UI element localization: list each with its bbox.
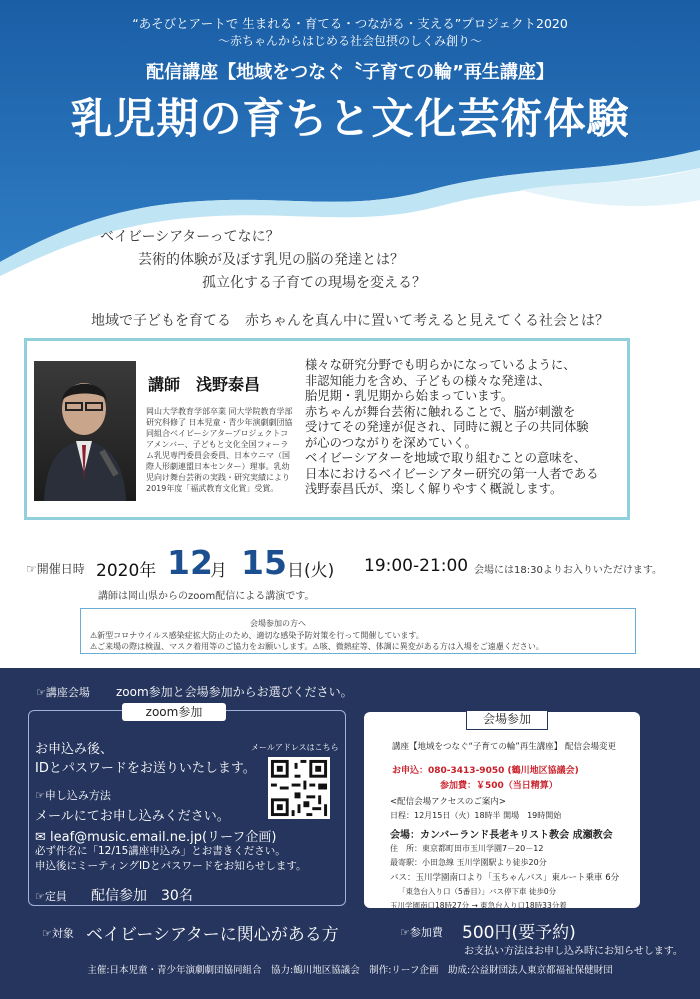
after-apply-note: 申込後にミーティングIDとパスワードをお知らせします。 <box>35 860 307 872</box>
email-link[interactable]: ✉ leaf@music.email.ne.jp(リーフ企画) <box>35 830 277 845</box>
project-tagline: “あそびとアートで 生まれる・育てる・つながる・支える”プロジェクト2020 <box>132 16 568 31</box>
description-line: が心のつながりを深めていく。 <box>305 435 477 450</box>
stream-note: 講師は岡山県からのzoom配信による講演です。 <box>98 591 315 602</box>
venue-address: 住 所：東京都町田市玉川学園7－20－12 <box>390 844 544 853</box>
page-title: 乳児期の育ちと文化芸術体験 <box>70 94 630 143</box>
question-3: 孤立化する子育ての現場を変える？ <box>202 275 426 291</box>
date-month: 12 <box>167 543 213 582</box>
fee-label: ☞参加費 <box>400 926 443 939</box>
venue-contact: お申込：080-3413-9050 (鶴川地区協議会) <box>392 766 579 776</box>
lecturer-photo <box>34 361 136 501</box>
lecturer-bio: 岡山大学教育学部卒業 同大学院教育学部研究科修了 日本児童・青少年演劇劇団協同組合ベイビーシアタープロジェクトコアメンバー、子どもと文化全国フォーラム乳児専門委員会委員、日本ウニマ（国際人形劇連盟日本センター）理事。乳幼児向け舞台芸術の実践・研究実績により2019年度「福武教育文化賞」受賞。 <box>146 407 293 493</box>
question-2: 芸術的体験が及ぼす乳児の脳の発達とは？ <box>138 252 404 268</box>
description-line: 様々な研究分野でも明らかになっているように、 <box>305 358 576 372</box>
date-year: 2020年 <box>96 561 157 581</box>
lecture-series-title: 配信講座【地域をつなぐ〝子育ての輪”再生講座】 <box>146 62 554 83</box>
venue-bus-times: 玉川学園南口18時27分 → 東急台入り口18時33分着 <box>390 901 567 910</box>
notice-line: ⚠新型コロナウイルス感染症拡大防止のため、適切な感染予防対策を行って開催しています。 <box>90 631 424 640</box>
venue-schedule: 日程：12月15日（火）18時半 開場 19時開始 <box>390 811 562 820</box>
zoom-apply-text: お申込み後、 <box>35 742 114 757</box>
description-line: ベイビーシアターを地域で取り組むことの意味を、 <box>305 451 587 465</box>
notice-title: 会場参加の方へ <box>250 619 306 628</box>
venue-label: ☞講座会場 <box>36 686 90 699</box>
payment-note: お支払い方法はお申し込み時にお知らせします。 <box>464 946 683 957</box>
qr-code-icon[interactable] <box>268 757 330 819</box>
capacity-label: ☞定員 <box>35 890 67 903</box>
target-label: ☞対象 <box>42 927 74 940</box>
lead-text: 地域で子どもを育てる 赤ちゃんを真ん中に置いて考えると見えてくる社会とは？ <box>91 313 609 329</box>
date-day: 15 <box>241 543 287 582</box>
event-time: 19:00-21:00 <box>364 556 469 576</box>
description-line: 日本におけるベイビーシアター研究の第一人者である <box>305 466 599 481</box>
organizer-credits: 主催:日本児童・青少年演劇劇団協同組合 協力:鶴川地区協議会 制作:リーフ企画 助成:公益財団法人東京都福祉保健財団 <box>87 965 613 976</box>
date-label: ☞開催日時 <box>26 562 85 576</box>
venue-access-heading: <配信会場アクセスのご案内> <box>390 797 506 807</box>
venue-bus: バス：玉川学園南口より「玉ちゃんバス」東ルート乗車 6分 <box>390 873 620 883</box>
capacity-text: 配信参加 30名 <box>91 888 193 904</box>
subject-note: 必ず件名に「12/15講座申込み」とお書きください。 <box>35 845 286 857</box>
door-open-note: 会場には18:30よりお入りいただけます。 <box>474 565 663 576</box>
date-month-unit: 月 <box>210 561 227 581</box>
venue-change-title: 講座【地域をつなぐ“子育ての輪”再生講座】 配信会場変更 <box>392 742 617 752</box>
description-line: 受けてその発達が促され、同時に親と子の共同体験 <box>305 420 589 434</box>
email-qr-label: メールアドレスはこちら <box>251 743 339 752</box>
howto-label: ☞申し込み方法 <box>35 789 111 802</box>
zoom-tab-label: zoom参加 <box>122 703 226 721</box>
venue-bus-stop: 「東急台入り口（5番目）」バス停下車 徒歩0分 <box>398 887 557 896</box>
lecture-description <box>305 358 635 498</box>
description-line: 非認知能力を含め、子どもの様々な発達は、 <box>305 373 551 388</box>
project-subtagline: 〜赤ちゃんからはじめる社会包摂のしくみ創り〜 <box>217 34 482 48</box>
venue-station: 最寄駅：小田急線 玉川学園駅より徒歩20分 <box>390 858 547 867</box>
venue-fee: 参加費：￥500（当日精算） <box>440 781 558 791</box>
venue-name: 会場：カンバーランド長老キリスト教会 成瀬教会 <box>390 830 613 841</box>
venue-text: zoom参加と会場参加からお選びください。 <box>116 685 353 699</box>
date-day-unit: 日(火) <box>287 561 335 581</box>
lecturer-name: 講師 浅野泰昌 <box>148 375 261 394</box>
venue-tab-label: 会場参加 <box>466 710 548 730</box>
description-line: 赤ちゃんが舞台芸術に触れることで、脳が刺激を <box>305 404 576 419</box>
howto-text: メールにてお申し込みください。 <box>35 809 230 824</box>
description-line: 胎児期・乳児期から始まっています。 <box>305 389 514 403</box>
question-1: ベイビーシアターってなに？ <box>100 229 280 245</box>
zoom-apply-text: IDとパスワードをお送りいたします。 <box>35 761 256 776</box>
target-text: ベイビーシアターに関心がある方 <box>86 925 339 945</box>
notice-line: ⚠ご来場の際は検温、マスク着用等のご協力をお願いします。⚠咳、微熱症等、体調に異変がある方は入場をご遠慮ください。 <box>90 642 544 651</box>
description-line: 浅野泰昌氏が、楽しく解りやすく概説します。 <box>305 482 563 496</box>
fee-text: 500円(要予約) <box>462 923 576 943</box>
lecturer-portrait-icon <box>34 361 136 501</box>
